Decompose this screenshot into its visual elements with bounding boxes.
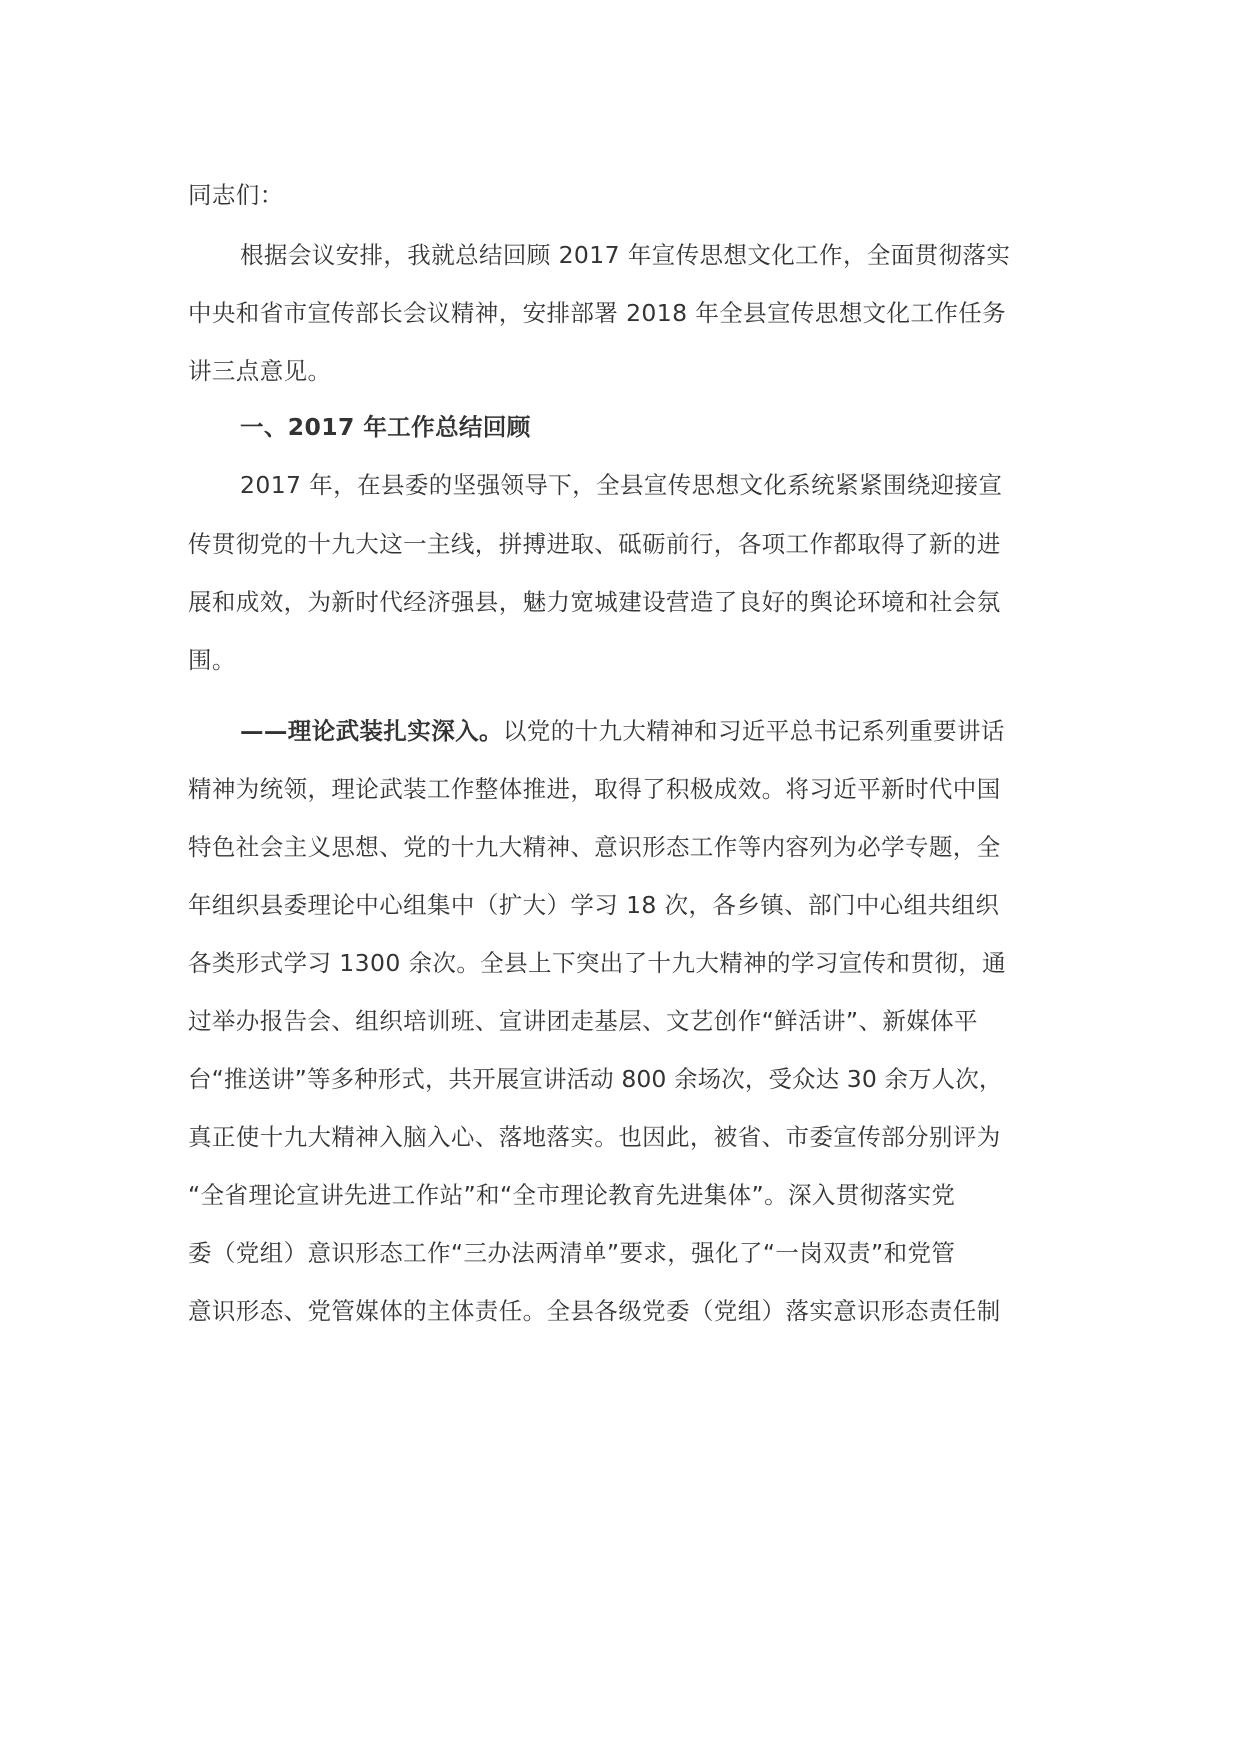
paragraph-theory-line-6: 过举办报告会、组织培训班、宣讲团走基层、文艺创作“鲜活讲”、新媒体平 (188, 1007, 978, 1035)
paragraph-theory-line-5: 各类形式学习 1300 余次。全县上下突出了十九大精神的学习宣传和贯彻，通 (188, 949, 1007, 977)
section-heading-1: 一、2017 年工作总结回顾 (240, 413, 531, 441)
paragraph-intro-line-3: 讲三点意见。 (188, 357, 332, 385)
paragraph-summary-line-4: 围。 (188, 646, 236, 674)
paragraph-theory-line-1-text: 以党的十九大精神和习近平总书记系列重要讲话 (502, 717, 1005, 745)
paragraph-theory-line-2: 精神为统领，理论武装工作整体推进，取得了积极成效。将习近平新时代中国 (188, 775, 1001, 803)
paragraph-theory-line-1 (188, 714, 1120, 748)
paragraph-theory-line-10: 委（党组）意识形态工作“三办法两清单”要求，强化了“一岗双责”和党管 (188, 1239, 956, 1267)
subheading-theory: ——理论武装扎实深入。 (240, 717, 503, 745)
paragraph-theory-line-7: 台“推送讲”等多种形式，共开展宣讲活动 800 余场次，受众达 30 余万人次， (188, 1065, 1003, 1093)
paragraph-theory-line-3: 特色社会主义思想、党的十九大精神、意识形态工作等内容列为必学专题，全 (188, 833, 1001, 861)
paragraph-summary-line-3: 展和成效，为新时代经济强县，魅力宽城建设营造了良好的舆论环境和社会氛 (188, 588, 1001, 616)
salutation: 同志们： (188, 181, 284, 209)
paragraph-intro-line-2: 中央和省市宣传部长会议精神，安排部署 2018 年全县宣传思想文化工作任务 (188, 299, 1007, 327)
paragraph-summary-line-1: 2017 年，在县委的坚强领导下，全县宣传思想文化系统紧紧围绕迎接宣 (240, 471, 1003, 499)
paragraph-theory-line-11: 意识形态、党管媒体的主体责任。全县各级党委（党组）落实意识形态责任制 (188, 1297, 1001, 1325)
paragraph-intro-line-1: 根据会议安排，我就总结回顾 2017 年宣传思想文化工作，全面贯彻落实 (240, 241, 1011, 269)
paragraph-summary-line-2: 传贯彻党的十九大这一主线，拼搏进取、砥砺前行，各项工作都取得了新的进 (188, 530, 1001, 558)
paragraph-theory-line-8: 真正使十九大精神入脑入心、落地落实。也因此，被省、市委宣传部分别评为 (188, 1123, 1001, 1151)
paragraph-theory-line-9: “全省理论宣讲先进工作站”和“全市理论教育先进集体”。深入贯彻落实党 (188, 1181, 956, 1209)
paragraph-theory-line-4: 年组织县委理论中心组集中（扩大）学习 18 次，各乡镇、部门中心组共组织 (188, 891, 1000, 919)
